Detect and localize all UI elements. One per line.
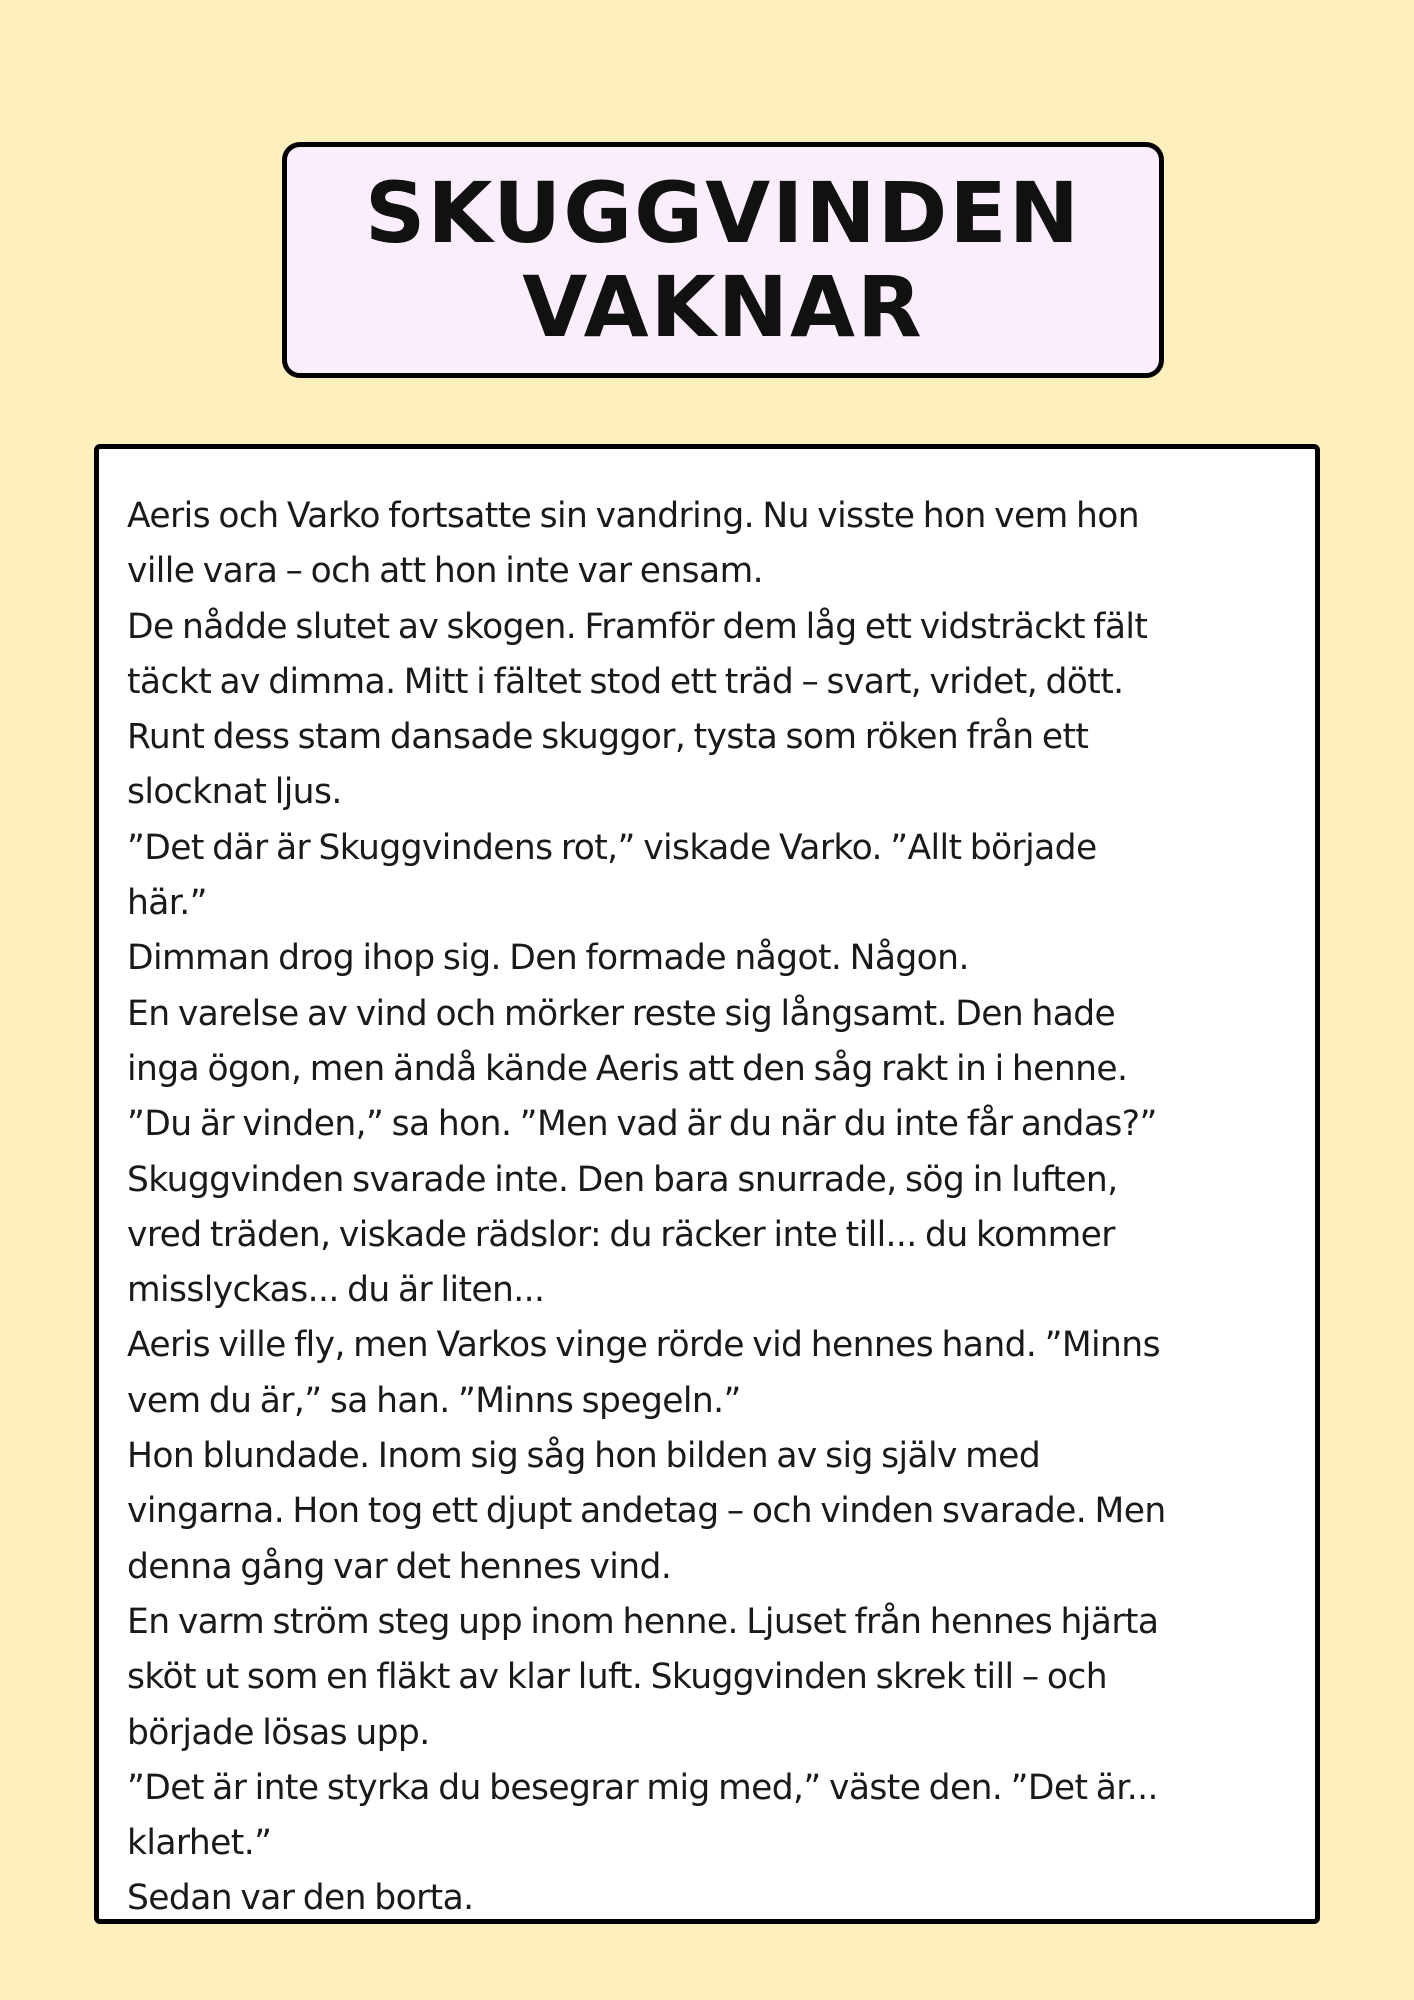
- story-line: slocknat ljus.: [127, 772, 342, 813]
- story-line: ville vara – och att hon inte var ensam.: [127, 551, 763, 592]
- story-line: vingarna. Hon tog ett djupt andetag – och vinden svarade. Men: [127, 1491, 1166, 1532]
- story-text-box: [94, 444, 1320, 1924]
- story-line: täckt av dimma. Mitt i fältet stod ett träd – svart, vridet, dött.: [127, 661, 1124, 702]
- story-line: Hon blundade. Inom sig såg hon bilden av sig själv med: [127, 1436, 1041, 1477]
- story-line: Dimman drog ihop sig. Den formade något. Någon.: [127, 938, 969, 979]
- story-line: Aeris ville fly, men Varkos vinge rörde vid hennes hand. ”Minns: [127, 1325, 1160, 1366]
- page-title-line-2: VAKNAR: [522, 258, 924, 356]
- page-title-line-1: SKUGGVINDEN: [364, 164, 1082, 262]
- story-line: vem du är,” sa han. ”Minns spegeln.”: [127, 1380, 741, 1421]
- story-line: De nådde slutet av skogen. Framför dem låg ett vidsträckt fält: [127, 606, 1148, 647]
- story-line: ”Du är vinden,” sa hon. ”Men vad är du när du inte får andas?”: [127, 1104, 1157, 1145]
- story-line: inga ögon, men ändå kände Aeris att den såg rakt in i henne.: [127, 1048, 1128, 1089]
- story-line: En varm ström steg upp inom henne. Ljuset från hennes hjärta: [127, 1601, 1159, 1642]
- story-line: En varelse av vind och mörker reste sig långsamt. Den hade: [127, 993, 1116, 1034]
- story-line: började lösas upp.: [127, 1712, 430, 1753]
- story-line: Skuggvinden svarade inte. Den bara snurrade, sög in luften,: [127, 1159, 1118, 1200]
- story-line: ”Det där är Skuggvindens rot,” viskade Varko. ”Allt började: [127, 827, 1097, 868]
- story-line: här.”: [127, 883, 207, 924]
- story-line: Sedan var den borta.: [127, 1878, 474, 1919]
- story-line: Runt dess stam dansade skuggor, tysta som röken från ett: [127, 717, 1089, 758]
- story-line: denna gång var det hennes vind.: [127, 1546, 672, 1587]
- story-line: misslyckas... du är liten...: [127, 1270, 545, 1311]
- story-line: sköt ut som en fläkt av klar luft. Skuggvinden skrek till – och: [127, 1657, 1108, 1698]
- story-line: Aeris och Varko fortsatte sin vandring. Nu visste hon vem hon: [127, 496, 1139, 536]
- title-banner: [282, 142, 1164, 378]
- story-line: klarhet.”: [127, 1823, 272, 1864]
- story-line: vred träden, viskade rädslor: du räcker inte till... du kommer: [127, 1214, 1115, 1255]
- story-line: ”Det är inte styrka du besegrar mig med,” väste den. ”Det är...: [127, 1767, 1158, 1808]
